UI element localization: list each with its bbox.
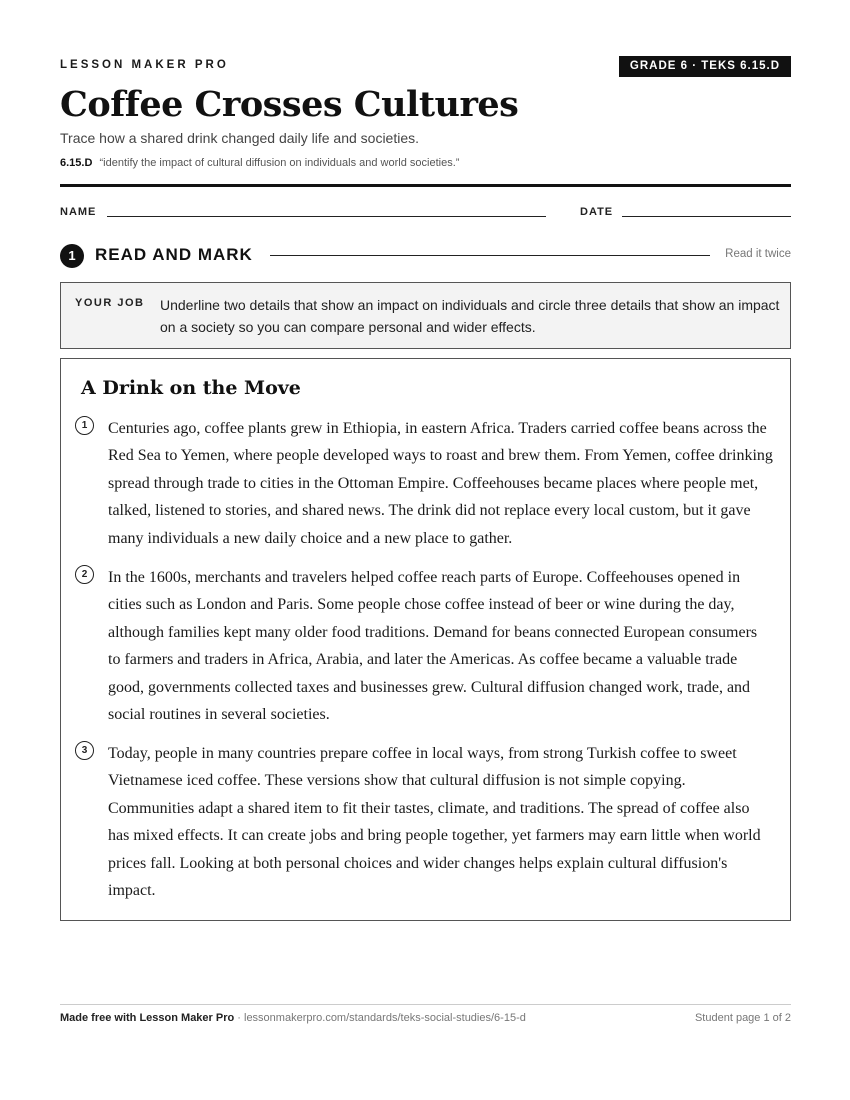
name-field[interactable] [107,216,546,217]
your-job-text: Underline two details that show an impact on individuals and circle three details that show an impact on a society so you can compare personal and wider effects. [160,297,780,335]
name-date-row [60,204,791,220]
paragraph-number-2: 2 [75,565,94,584]
section-title: READ AND MARK [95,245,253,264]
footer-credit [60,1012,526,1024]
worksheet-title: Coffee Crosses Cultures [60,84,519,125]
paragraph-number-1: 1 [75,416,94,435]
section-note: Read it twice [725,248,791,260]
worksheet-subtitle: Trace how a shared drink changed daily life and societies. [60,130,420,146]
standard-code: 6.15.D [60,157,93,169]
section-divider [270,255,710,256]
footer-divider [60,1004,791,1005]
your-job-box [60,282,791,349]
paragraph-number-3: 3 [75,741,94,760]
footer-page-number: Student page 1 of 2 [694,1012,791,1024]
paragraph-text-3: Today, people in many countries prepare coffee in local ways, from strong Turkish coffee to sweet Vietnamese iced coffee. These versions show that cultural diffusion is not simple copying. Communities adapt a shared item to fit their tastes, climate, and traditions. The spread of coffee also has mixed effects. It can create jobs and bring people together, yet farmers may earn little when world prices fall. Looking at both personal choices and wider changes helps explain cultural diffusion's impact. [108,745,761,900]
paragraph-text-2: In the 1600s, merchants and travelers helped coffee reach parts of Europe. Coffeehouses opened in cities such as London and Paris. Some people chose coffee instead of beer or wine during the day, although families kept many older food traditions. Demand for beans connected European consumers to farmers and traders in Africa, Arabia, and later the Americas. As coffee became a valuable trade good, governments collected taxes and businesses grew. Cultural diffusion changed work, trade, and social routines in several societies. [108,569,758,724]
name-label: NAME [60,206,97,218]
footer-made-with: Made free with Lesson Maker Pro [60,1012,235,1024]
grade-badge: GRADE 6 · TEKS 6.15.D [619,56,791,77]
date-label: DATE [580,206,614,218]
section-header [60,243,791,269]
standard-line [60,157,459,169]
reading-passage-box [60,358,791,921]
footer-url: · lessonmakerpro.com/standards/teks-social-studies/6-15-d [237,1012,526,1024]
top-row [60,56,791,80]
your-job-label: YOUR JOB [75,297,145,309]
date-field[interactable] [622,216,791,217]
reading-title: A Drink on the Move [81,377,301,399]
standard-text: “identify the impact of cultural diffusion on individuals and world societies.” [99,157,460,169]
header-divider [60,184,791,187]
worksheet-page [60,0,791,1100]
paragraph-text-1: Centuries ago, coffee plants grew in Ethiopia, in eastern Africa. Traders carried coffee beans across the Red Sea to Yemen, where people developed ways to roast and brew them. From Yemen, coffee drinking spread through trade to cities in the Ottoman Empire. Coffeehouses became places where people met, talked, listened to stories, and shared news. The drink did not replace every local custom, but it gave many individuals a new daily choice and a new place to gather. [108,420,773,547]
brand-name: LESSON MAKER PRO [60,59,229,71]
step-number-badge: 1 [60,244,84,268]
